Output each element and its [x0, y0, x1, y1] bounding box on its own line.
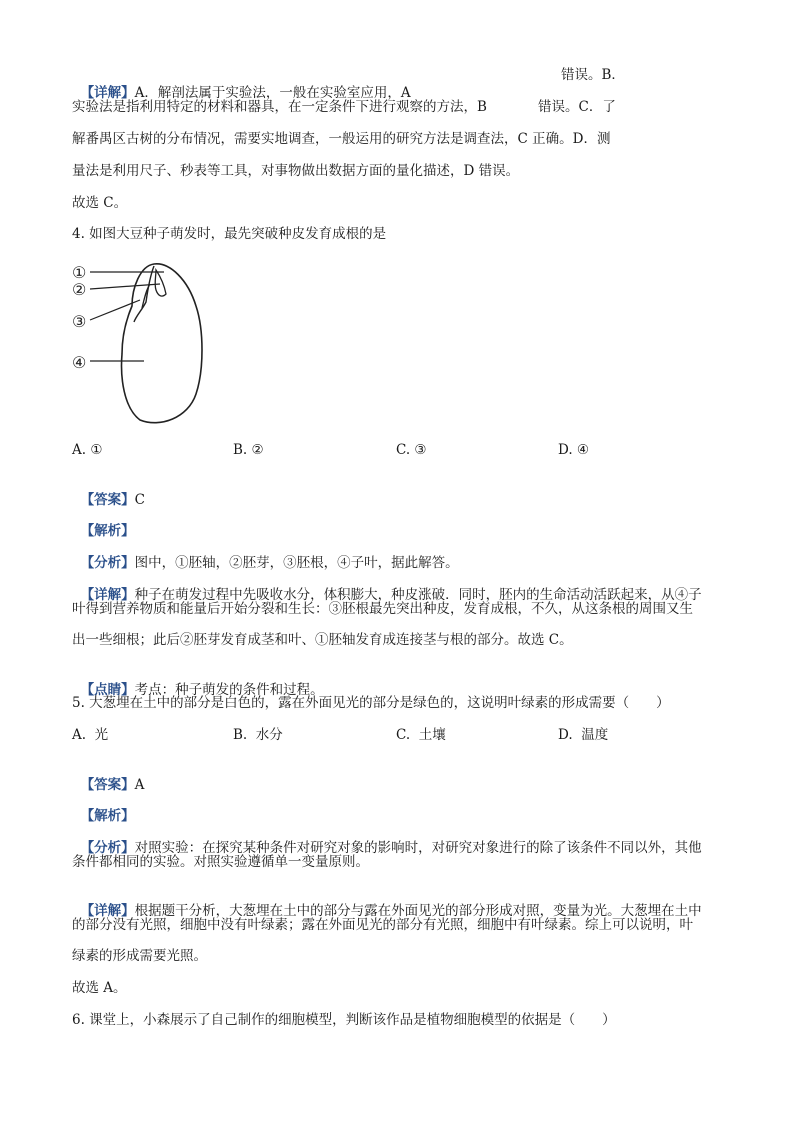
- q4-answer: 【答案】C: [80, 492, 145, 508]
- q3-xiangjie-line3: 解番禺区古树的分布情况，需要实地调查，一般运用的研究方法是调查法，C 正确。D．测: [72, 131, 611, 147]
- q5-fenxi-line1: 【分析】对照实验：在探究某种条件对研究对象的影响时，对研究对象进行的除了该条件不同以外，其他: [80, 840, 702, 856]
- q4-xiangjie-line1: 【详解】种子在萌发过程中先吸收水分，体积膨大，种皮涨破．同时，胚内的生命活动活跃起来，从④子: [80, 587, 702, 603]
- q4-option-a: A. ①: [72, 442, 103, 458]
- q4-option-c: C. ③: [396, 442, 427, 458]
- q3-conclusion: 故选 C。: [72, 195, 128, 211]
- answer-tag: 【答案】: [80, 492, 135, 508]
- figure-label-2: ②: [72, 280, 87, 299]
- q3-xiangjie-line2: 实验法是指利用特定的材料和器具，在一定条件下进行观察的方法，B: [72, 99, 487, 115]
- q5-option-a: A. 光: [72, 727, 109, 743]
- q5-stem: 5. 大葱埋在土中的部分是白色的，露在外面见光的部分是绿色的，这说明叶绿素的形成需要（ ）: [72, 695, 670, 711]
- q4-xiangjie-line3: 出一些细根；此后②胚芽发育成茎和叶、①胚轴发育成连接茎与根的部分。故选 C。: [72, 632, 573, 648]
- q4-option-b: B. ②: [233, 442, 264, 458]
- q5-xiangjie-line2: 的部分没有光照，细胞中没有叶绿素；露在外面见光的部分有光照，细胞中有叶绿素。综上可以说明，叶: [72, 917, 693, 933]
- dianjing-tag: 【点睛】: [80, 682, 135, 698]
- seed-outline: [122, 264, 202, 423]
- q4-dianjing: 【点睛】考点：种子萌发的条件和过程。: [80, 682, 324, 698]
- q4-xiangjie-line2: 叶得到营养物质和能量后开始分裂和生长：③胚根最先突出种皮，发育成根，不久，从这条根的周围又生: [72, 601, 693, 617]
- q4-fenxi: 【分析】图中，①胚轴，②胚芽，③胚根，④子叶，据此解答。: [80, 555, 459, 571]
- xiangjie-tag: 【详解】: [80, 903, 135, 919]
- q3-line2-tail: 错误。C．了: [538, 99, 616, 115]
- q5-jiexi: [72, 789, 135, 825]
- q4-option-d: D. ④: [558, 442, 590, 458]
- q5-option-b: B. 水分: [233, 727, 283, 743]
- soybean-seed-figure: [70, 258, 210, 428]
- q3-line1-tail: 错误。B．: [561, 67, 625, 83]
- q3-xiangjie-line4: 量法是利用尺子、秒表等工具，对事物做出数据方面的量化描述，D 错误。: [72, 163, 520, 179]
- plumule: [155, 270, 166, 296]
- q4-stem: 4. 如图大豆种子萌发时，最先突破种皮发育成根的是: [72, 226, 387, 242]
- q4-jiexi: [72, 504, 135, 540]
- q5-option-c: C. 土壤: [396, 727, 446, 743]
- q6-stem: 6. 课堂上，小森展示了自己制作的细胞模型，判断该作品是植物细胞模型的依据是（ ）: [72, 1012, 616, 1028]
- q5-xiangjie-line3: 绿素的形成需要光照。: [72, 948, 207, 964]
- xiangjie-tag: 【详解】: [80, 85, 135, 101]
- q5-xiangjie-line1: 【详解】根据题干分析，大葱埋在土中的部分与露在外面见光的部分形成对照，变量为光。大葱埋在土中: [80, 903, 702, 919]
- answer-tag: 【答案】: [80, 777, 135, 793]
- q5-option-d: D. 温度: [558, 727, 609, 743]
- jiexi-tag: 【解析】: [80, 808, 135, 824]
- q5-conclusion: 故选 A。: [72, 980, 127, 996]
- q3-xiangjie-line1: 【详解】A．解剖法属于实验法，一般在实验室应用，A: [80, 85, 411, 101]
- xiangjie-tag: 【详解】: [80, 587, 135, 603]
- figure-label-4: ④: [72, 353, 87, 372]
- embryo-axis: [134, 266, 154, 322]
- fenxi-tag: 【分析】: [80, 840, 135, 856]
- fenxi-tag: 【分析】: [80, 555, 135, 571]
- q5-fenxi-line2: 条件都相同的实验。对照实验遵循单一变量原则。: [72, 854, 369, 870]
- jiexi-tag: 【解析】: [80, 523, 135, 539]
- radicle: [142, 284, 150, 308]
- q5-answer: 【答案】A: [80, 777, 145, 793]
- figure-label-1: ①: [72, 263, 87, 282]
- figure-label-3: ③: [72, 312, 87, 331]
